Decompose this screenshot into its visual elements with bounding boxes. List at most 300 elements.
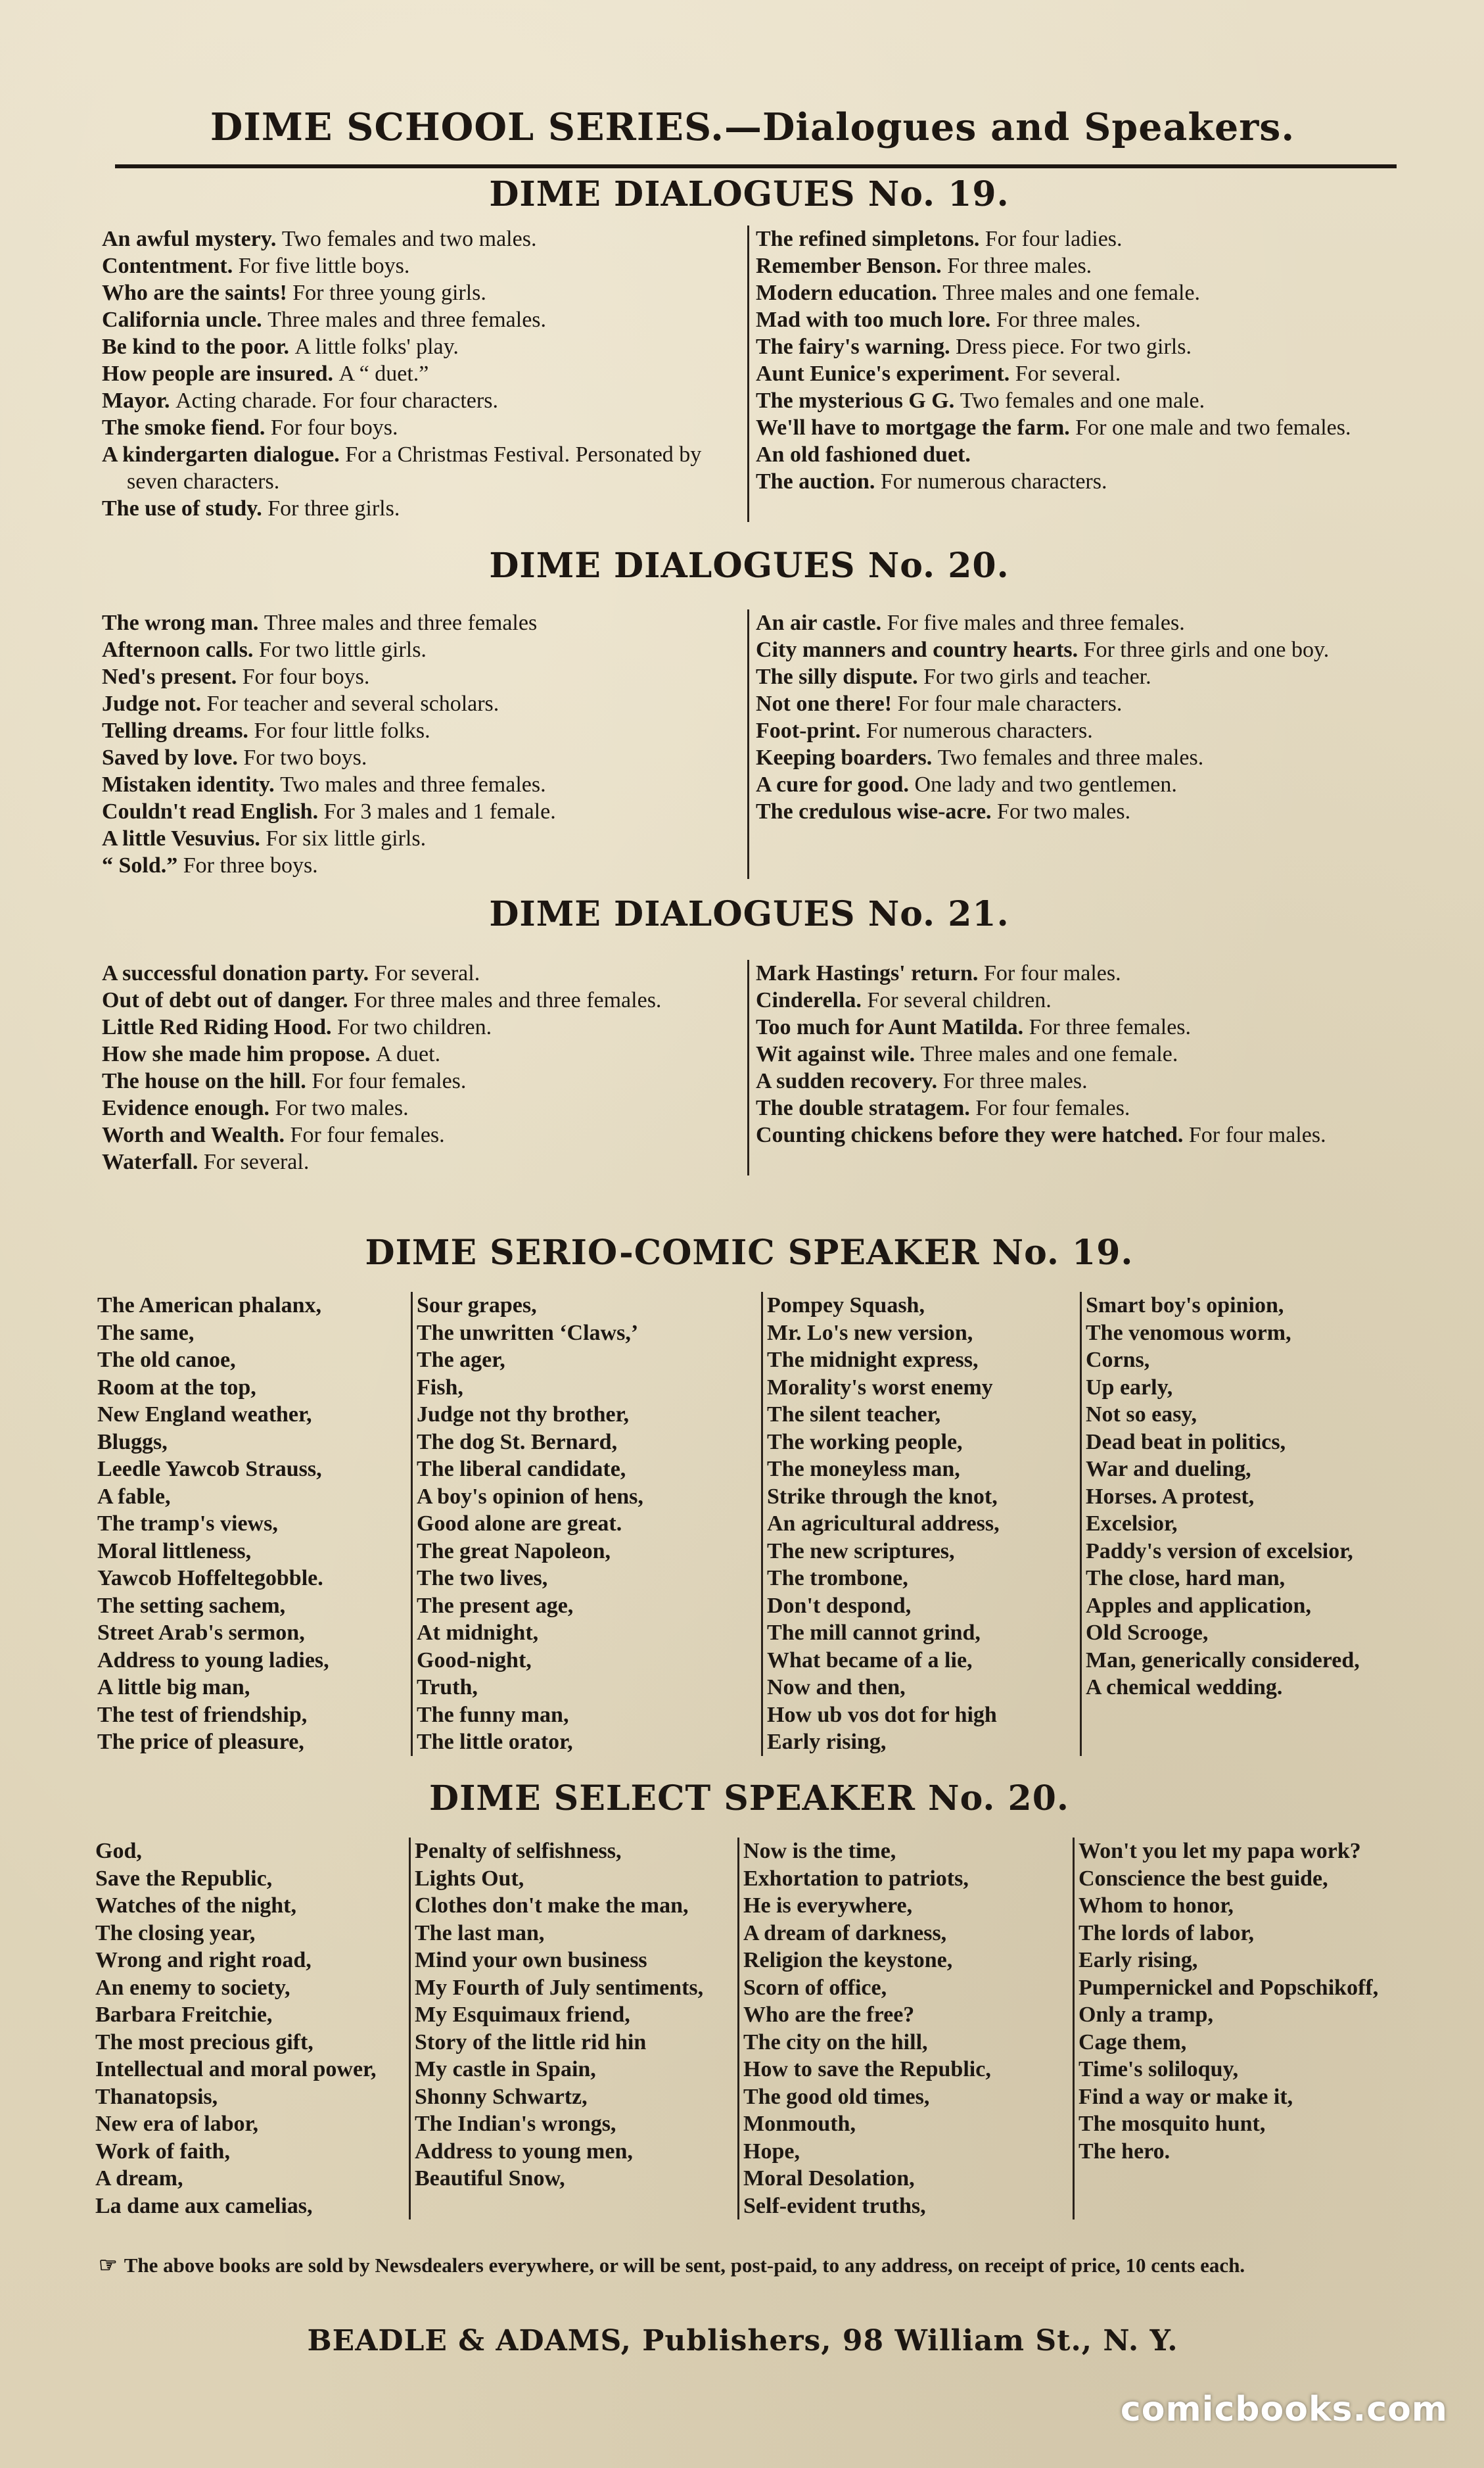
dialogue-cast: For three girls. — [267, 496, 400, 521]
speech-title: Now and then, — [767, 1675, 906, 1699]
dialogue-title: Ned's present. — [102, 665, 237, 689]
speech-title: An enemy to society, — [95, 1975, 290, 2000]
speech-title: Scorn of office, — [743, 1975, 887, 2000]
dialogue-entry — [102, 414, 743, 441]
dialogue-title: The use of study. — [102, 496, 262, 521]
dialogue-title: The house on the hill. — [102, 1069, 306, 1093]
dialogue-entry — [756, 306, 1406, 333]
dialogue-title: Remember Benson. — [756, 254, 942, 278]
dialogue-title: Not one there! — [756, 692, 893, 716]
speech-title: Dead beat in politics, — [1086, 1429, 1286, 1454]
speech-title: The funny man, — [417, 1702, 569, 1727]
dialogue-title: A sudden recovery. — [756, 1069, 938, 1093]
dialogue-title: Contentment. — [102, 254, 233, 278]
dialogue-title: The wrong man. — [102, 611, 259, 635]
dialogue-entry — [102, 333, 743, 360]
dialogue-title: Mark Hastings' return. — [756, 961, 979, 985]
dialogue-entry — [756, 798, 1406, 825]
dialogue-title: The refined simpletons. — [756, 227, 980, 251]
dialogue-entry — [756, 252, 1406, 279]
speech-title: Bluggs, — [97, 1429, 168, 1454]
dialogue-entry — [102, 306, 743, 333]
speech-title: Pompey Squash, — [767, 1293, 925, 1317]
dialogue-title: The credulous wise-acre. — [756, 799, 992, 824]
speech-title: A fable, — [97, 1484, 171, 1509]
dialogue-entry — [102, 441, 743, 495]
speech-title: Moral littleness, — [97, 1538, 252, 1563]
select-speaker-columns — [95, 1838, 1403, 2219]
dialogue-cast: Three males and one female. — [942, 281, 1201, 305]
speech-title: Good-night, — [417, 1648, 532, 1673]
dialogue-entry — [756, 1122, 1406, 1149]
dialogue-title: An old fashioned duet. — [756, 442, 971, 467]
dialogue-entry — [756, 360, 1406, 387]
dialogues-21-right-column — [749, 960, 1406, 1175]
speech-title: Mind your own business — [415, 1948, 647, 1972]
dialogue-title: Keeping boarders. — [756, 746, 933, 770]
speech-title: Street Arab's sermon, — [97, 1621, 305, 1645]
dialogue-cast: Two males and three females. — [280, 772, 546, 797]
dialogue-title: Too much for Aunt Matilda. — [756, 1015, 1024, 1039]
section-title-serio-comic-speaker-19: DIME SERIO-COMIC SPEAKER No. 19. — [365, 1233, 1134, 1273]
speech-title: Find a way or make it, — [1078, 2084, 1293, 2109]
speech-title: God, — [95, 1839, 142, 1863]
dialogue-cast: For six little girls. — [266, 826, 427, 851]
speech-title: The new scriptures, — [767, 1538, 955, 1563]
dialogue-title: City manners and country hearts. — [756, 638, 1078, 662]
dialogue-title: Foot-print. — [756, 719, 861, 743]
speech-title: Pumpernickel and Popschikoff, — [1078, 1975, 1379, 2000]
speech-title: Religion the keystone, — [743, 1948, 953, 1972]
dialogue-title: Be kind to the poor. — [102, 335, 289, 359]
dialogue-title: How people are insured. — [102, 362, 333, 386]
dialogue-title: Evidence enough. — [102, 1096, 270, 1120]
dialogues-19-right-column — [749, 225, 1406, 522]
dialogue-cast: For four little folks. — [254, 719, 430, 743]
dialogue-entry — [102, 609, 743, 636]
speaker-20-column-3 — [739, 1838, 1075, 2219]
dialogue-cast: For two girls and teacher. — [923, 665, 1151, 689]
speech-title: The unwritten ‘Claws,’ — [417, 1320, 639, 1345]
speech-title: Monmouth, — [743, 2112, 856, 2136]
speech-title: The test of friendship, — [97, 1702, 308, 1727]
speech-title: The little orator, — [417, 1730, 573, 1754]
speech-title: Conscience the best guide, — [1078, 1866, 1328, 1891]
dialogue-cast: For several. — [1015, 362, 1121, 386]
speech-title: Beautiful Snow, — [415, 2166, 565, 2191]
speech-title: Paddy's version of excelsior, — [1086, 1538, 1353, 1563]
dialogue-entry — [102, 852, 743, 879]
speech-title: He is everywhere, — [743, 1893, 913, 1918]
dialogue-title: Counting chickens before they were hatched. — [756, 1123, 1184, 1147]
dialogue-entry — [102, 495, 743, 522]
speech-title: How to save the Republic, — [743, 2057, 991, 2081]
speech-title: The great Napoleon, — [417, 1538, 611, 1563]
speech-title: Whom to honor, — [1078, 1893, 1234, 1918]
speech-title: The dog St. Bernard, — [417, 1429, 618, 1454]
dialogue-cast: For two little girls. — [258, 638, 427, 662]
speech-title: The good old times, — [743, 2084, 930, 2109]
speech-title: A boy's opinion of hens, — [417, 1484, 643, 1509]
speech-title: The hero. — [1078, 2139, 1171, 2164]
dialogue-title: Mad with too much lore. — [756, 308, 991, 332]
dialogue-title: Wit against wile. — [756, 1042, 916, 1066]
dialogue-entry — [756, 771, 1406, 798]
speech-title: My Esquimaux friend, — [415, 2003, 630, 2027]
speech-title: Intellectual and moral power, — [95, 2057, 377, 2081]
speech-title: Good alone are great. — [417, 1511, 622, 1536]
dialogue-title: The auction. — [756, 469, 875, 494]
dialogue-title: Little Red Riding Hood. — [102, 1015, 332, 1039]
dialogue-cast: Acting charade. For four characters. — [175, 389, 498, 413]
dialogue-title: Waterfall. — [102, 1150, 198, 1174]
speech-title: Exhortation to patriots, — [743, 1866, 969, 1891]
speech-title: The midnight express, — [767, 1348, 979, 1372]
dialogue-entry — [756, 414, 1406, 441]
dialogue-entry — [102, 360, 743, 387]
dialogue-cast: For three females. — [1029, 1015, 1192, 1039]
speech-title: Time's soliloquy, — [1078, 2057, 1239, 2081]
dialogue-title: How she made him propose. — [102, 1042, 371, 1066]
speech-title: A dream, — [95, 2166, 183, 2191]
speech-title: War and dueling, — [1086, 1457, 1251, 1481]
dialogue-entry — [102, 225, 743, 252]
speech-title: The ager, — [417, 1348, 505, 1372]
speech-title: The liberal candidate, — [417, 1457, 626, 1481]
speech-title: Self-evident truths, — [743, 2193, 926, 2218]
speech-title: Only a tramp, — [1078, 2003, 1213, 2027]
speech-title: Truth, — [417, 1675, 478, 1699]
speaker-19-column-4 — [1082, 1292, 1405, 1756]
dialogue-cast: For numerous characters. — [866, 719, 1093, 743]
speech-title: Clothes don't make the man, — [415, 1893, 689, 1918]
speaker-19-column-1 — [97, 1292, 413, 1756]
dialogues-20-left-column — [102, 609, 749, 879]
speech-title: My Fourth of July sentiments, — [415, 1975, 704, 2000]
speech-title: Fish, — [417, 1375, 463, 1400]
speech-title: Mr. Lo's new version, — [767, 1320, 973, 1345]
speech-title: Room at the top, — [97, 1375, 256, 1400]
dialogue-cast: For three boys. — [183, 853, 318, 878]
dialogue-cast: One lady and two gentlemen. — [914, 772, 1177, 797]
dialogue-cast: For five males and three females. — [887, 611, 1185, 635]
dialogue-entry — [756, 690, 1406, 717]
speech-title: An agricultural address, — [767, 1511, 1000, 1536]
speech-title: New England weather, — [97, 1402, 312, 1427]
speech-title: The last man, — [415, 1920, 545, 1945]
dialogue-title: Worth and Wealth. — [102, 1123, 285, 1147]
speech-title: Penalty of selfishness, — [415, 1839, 622, 1863]
dialogue-entry — [102, 1095, 743, 1122]
speech-title: Morality's worst enemy — [767, 1375, 993, 1400]
dialogue-title: An air castle. — [756, 611, 882, 635]
dialogue-entry — [102, 717, 743, 744]
dialogue-title: Telling dreams. — [102, 719, 248, 743]
dialogue-cast: Three males and three females — [264, 611, 538, 635]
dialogue-entry — [756, 225, 1406, 252]
speech-title: The close, hard man, — [1086, 1566, 1286, 1590]
speech-title: Early rising, — [767, 1730, 887, 1754]
dialogue-title: Afternoon calls. — [102, 638, 254, 662]
dialogue-title: Mayor. — [102, 389, 170, 413]
dialogue-cast: For three males. — [996, 308, 1141, 332]
pointing-hand-icon: ☞ — [99, 2253, 118, 2277]
dialogue-entry — [102, 744, 743, 771]
dialogue-cast: For teacher and several scholars. — [206, 692, 499, 716]
speech-title: Lights Out, — [415, 1866, 524, 1891]
dialogue-cast: For a Christmas Festival. Personated by seven characters. — [127, 442, 702, 494]
speech-title: Address to young men, — [415, 2139, 633, 2164]
section-title-dialogues-19: DIME DIALOGUES No. 19. — [489, 174, 1009, 214]
dialogue-cast: For one male and two females. — [1075, 415, 1351, 440]
dialogue-entry — [102, 1122, 743, 1149]
dialogue-entry — [102, 1068, 743, 1095]
dialogue-cast: For four boys. — [242, 665, 370, 689]
speech-title: Story of the little rid hin — [415, 2029, 647, 2054]
dialogue-cast: For four boys. — [270, 415, 398, 440]
section-title-dialogues-20: DIME DIALOGUES No. 20. — [489, 546, 1009, 586]
dialogue-title: A little Vesuvius. — [102, 826, 260, 851]
dialogue-cast: Three males and one female. — [920, 1042, 1178, 1066]
dialogue-cast: For four male characters. — [897, 692, 1123, 716]
dialogue-entry — [102, 1149, 743, 1175]
dialogue-cast: For two boys. — [243, 746, 367, 770]
dialogue-entry — [756, 1095, 1406, 1122]
speech-title: The moneyless man, — [767, 1457, 960, 1481]
speaker-19-column-3 — [763, 1292, 1082, 1756]
dialogue-entry — [102, 387, 743, 414]
dialogue-cast: Two females and one male. — [960, 389, 1205, 413]
dialogue-entry — [756, 1041, 1406, 1068]
dialogue-cast: For three girls and one boy. — [1083, 638, 1330, 662]
dialogue-cast: For four ladies. — [985, 227, 1123, 251]
ordering-note — [99, 2252, 1387, 2279]
dialogue-entry — [756, 468, 1406, 495]
dialogue-entry — [756, 279, 1406, 306]
dialogue-cast: For five little boys. — [238, 254, 410, 278]
speech-title: Old Scrooge, — [1086, 1621, 1209, 1645]
dialogue-title: The fairy's warning. — [756, 335, 950, 359]
section-title-dialogues-21: DIME DIALOGUES No. 21. — [489, 894, 1009, 934]
dialogue-cast: A duet. — [375, 1042, 441, 1066]
section-title-select-speaker-20: DIME SELECT SPEAKER No. 20. — [429, 1778, 1070, 1818]
dialogue-cast: A “ duet.” — [338, 362, 429, 386]
dialogue-entry — [756, 636, 1406, 663]
site-watermark: comicbooks.com — [1120, 2390, 1448, 2429]
speech-title: Yawcob Hoffeltegobble. — [97, 1566, 323, 1590]
serio-comic-speaker-columns — [97, 1292, 1405, 1756]
speech-title: The two lives, — [417, 1566, 548, 1590]
speech-title: Thanatopsis, — [95, 2084, 218, 2109]
dialogues-20-right-column — [749, 609, 1406, 879]
speech-title: Address to young ladies, — [97, 1648, 329, 1673]
dialogue-entry — [756, 663, 1406, 690]
speech-title: My castle in Spain, — [415, 2057, 596, 2081]
dialogue-entry — [102, 825, 743, 852]
dialogue-cast: For three males. — [942, 1069, 1088, 1093]
dialogue-cast: For four males. — [1188, 1123, 1326, 1147]
dialogue-entry — [102, 690, 743, 717]
speech-title: The setting sachem, — [97, 1593, 286, 1618]
speech-title: Cage them, — [1078, 2029, 1187, 2054]
publisher-line: BEADLE & ADAMS, Publishers, 98 William St., N. Y. — [307, 2324, 1178, 2358]
speaker-20-column-2 — [411, 1838, 739, 2219]
dialogue-entry — [102, 279, 743, 306]
dialogue-entry — [102, 636, 743, 663]
dialogue-cast: For several. — [203, 1150, 310, 1174]
speech-title: The trombone, — [767, 1566, 908, 1590]
speech-title: New era of labor, — [95, 2112, 259, 2136]
dialogue-cast: For four males. — [983, 961, 1121, 985]
dialogue-title: The double stratagem. — [756, 1096, 970, 1120]
dialogue-cast: For three young girls. — [292, 281, 486, 305]
speech-title: Smart boy's opinion, — [1086, 1293, 1284, 1317]
speech-title: Save the Republic, — [95, 1866, 273, 1891]
speech-title: Sour grapes, — [417, 1293, 537, 1317]
dialogue-entry — [756, 1068, 1406, 1095]
dialogue-entry — [756, 609, 1406, 636]
dialogue-entry — [102, 798, 743, 825]
dialogue-title: Judge not. — [102, 692, 202, 716]
speech-title: La dame aux camelias, — [95, 2193, 313, 2218]
dialogues-21-columns — [102, 960, 1406, 1175]
dialogue-cast: Two females and three males. — [937, 746, 1204, 770]
dialogue-title: “ Sold.” — [102, 853, 178, 878]
dialogue-entry — [756, 333, 1406, 360]
dialogue-title: Mistaken identity. — [102, 772, 275, 797]
dialogue-cast: For two children. — [336, 1015, 492, 1039]
speech-title: Excelsior, — [1086, 1511, 1178, 1536]
speech-title: The mill cannot grind, — [767, 1621, 981, 1645]
dialogue-entry — [756, 717, 1406, 744]
speech-title: Hope, — [743, 2139, 800, 2164]
dialogue-title: Couldn't read English. — [102, 799, 319, 824]
speech-title: A little big man, — [97, 1675, 250, 1699]
ordering-note-text: The above books are sold by Newsdealers everywhere, or will be sent, post-paid, to any address, on receipt of price, 10 cents each. — [124, 2254, 1245, 2277]
speech-title: The silent teacher, — [767, 1402, 941, 1427]
dialogue-title: Saved by love. — [102, 746, 238, 770]
speech-title: Moral Desolation, — [743, 2166, 915, 2191]
dialogue-entry — [102, 252, 743, 279]
speech-title: Watches of the night, — [95, 1893, 296, 1918]
speech-title: The American phalanx, — [97, 1293, 321, 1317]
dialogue-cast: For several. — [374, 961, 480, 985]
dialogue-title: The smoke fiend. — [102, 415, 266, 440]
dialogue-title: We'll have to mortgage the farm. — [756, 415, 1070, 440]
speech-title: The most precious gift, — [95, 2029, 313, 2054]
speech-title: The tramp's views, — [97, 1511, 278, 1536]
speech-title: Man, generically considered, — [1086, 1648, 1360, 1673]
speech-title: The Indian's wrongs, — [415, 2112, 616, 2136]
speech-title: Leedle Yawcob Strauss, — [97, 1457, 322, 1481]
dialogue-cast: For four females. — [312, 1069, 467, 1093]
dialogue-entry — [756, 387, 1406, 414]
speech-title: At midnight, — [417, 1621, 539, 1645]
dialogue-title: Out of debt out of danger. — [102, 988, 348, 1012]
speech-title: The lords of labor, — [1078, 1920, 1255, 1945]
dialogue-cast: For 3 males and 1 female. — [323, 799, 556, 824]
dialogue-entry — [102, 663, 743, 690]
dialogue-cast: For four females. — [975, 1096, 1130, 1120]
dialogue-title: Cinderella. — [756, 988, 862, 1012]
dialogue-entry — [756, 987, 1406, 1014]
speech-title: The closing year, — [95, 1920, 256, 1945]
dialogue-entry — [756, 1014, 1406, 1041]
dialogue-cast: A little folks' play. — [294, 335, 459, 359]
speech-title: Judge not thy brother, — [417, 1402, 630, 1427]
speech-title: Early rising, — [1078, 1948, 1198, 1972]
dialogue-entry — [102, 771, 743, 798]
speech-title: Not so easy, — [1086, 1402, 1197, 1427]
speech-title: How ub vos dot for high — [767, 1702, 997, 1727]
speech-title: The same, — [97, 1320, 195, 1345]
dialogue-entry — [102, 1014, 743, 1041]
dialogue-cast: Two females and two males. — [281, 227, 537, 251]
dialogue-entry — [756, 960, 1406, 987]
speaker-19-column-2 — [413, 1292, 763, 1756]
speech-title: A dream of darkness, — [743, 1920, 947, 1945]
dialogues-19-columns — [102, 225, 1406, 522]
dialogue-cast: For several children. — [867, 988, 1052, 1012]
dialogues-20-columns — [102, 609, 1406, 879]
series-header: DIME SCHOOL SERIES.—Dialogues and Speakers. — [210, 105, 1295, 149]
dialogue-cast: For two males. — [997, 799, 1131, 824]
dialogues-21-left-column — [102, 960, 749, 1175]
dialogue-cast: For four females. — [290, 1123, 445, 1147]
speech-title: Wrong and right road, — [95, 1948, 312, 1972]
speech-title: What became of a lie, — [767, 1648, 973, 1673]
dialogue-cast: For three males. — [947, 254, 1092, 278]
speech-title: The venomous worm, — [1086, 1320, 1291, 1345]
dialogue-title: Modern education. — [756, 281, 937, 305]
dialogue-title: An awful mystery. — [102, 227, 277, 251]
dialogue-title: The mysterious G G. — [756, 389, 955, 413]
speaker-20-column-1 — [95, 1838, 411, 2219]
speech-title: Shonny Schwartz, — [415, 2084, 588, 2109]
dialogue-cast: Three males and three females. — [267, 308, 547, 332]
dialogue-entry — [756, 744, 1406, 771]
speech-title: A chemical wedding. — [1086, 1675, 1283, 1699]
speech-title: The working people, — [767, 1429, 963, 1454]
speech-title: Strike through the knot, — [767, 1484, 998, 1509]
dialogue-cast: For two males. — [275, 1096, 409, 1120]
dialogue-entry — [102, 1041, 743, 1068]
dialogue-title: A kindergarten dialogue. — [102, 442, 340, 467]
dialogue-entry — [102, 960, 743, 987]
dialogue-title: A cure for good. — [756, 772, 909, 797]
speech-title: Horses. A protest, — [1086, 1484, 1255, 1509]
dialogue-title: The silly dispute. — [756, 665, 918, 689]
dialogue-title: Who are the saints! — [102, 281, 287, 305]
header-rule — [115, 164, 1397, 168]
speech-title: Don't despond, — [767, 1593, 912, 1618]
dialogue-cast: Dress piece. For two girls. — [956, 335, 1192, 359]
speech-title: The present age, — [417, 1593, 574, 1618]
dialogue-entry — [756, 441, 1406, 468]
speech-title: Now is the time, — [743, 1839, 896, 1863]
dialogue-title: A successful donation party. — [102, 961, 369, 985]
speech-title: The old canoe, — [97, 1348, 236, 1372]
speech-title: Corns, — [1086, 1348, 1150, 1372]
dialogue-cast: For numerous characters. — [880, 469, 1107, 494]
speech-title: The price of pleasure, — [97, 1730, 304, 1754]
speech-title: Who are the free? — [743, 2003, 915, 2027]
speech-title: The mosquito hunt, — [1078, 2112, 1266, 2136]
dialogue-entry — [102, 987, 743, 1014]
speech-title: Won't you let my papa work? — [1078, 1839, 1361, 1863]
speech-title: Up early, — [1086, 1375, 1173, 1400]
dialogue-title: Aunt Eunice's experiment. — [756, 362, 1010, 386]
